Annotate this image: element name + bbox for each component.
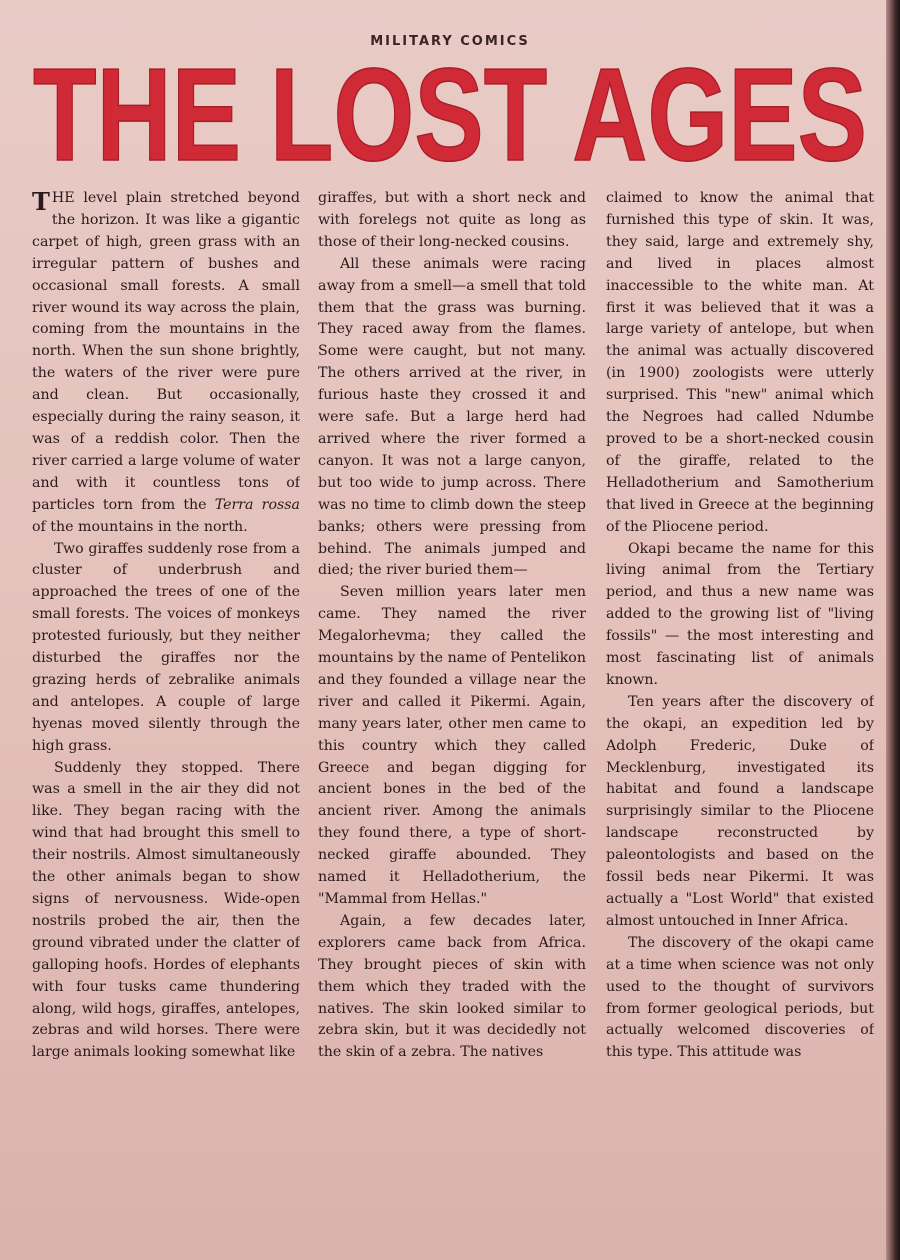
- masthead: MILITARY COMICS: [370, 34, 530, 49]
- page-title: [30, 40, 870, 180]
- article-column-2: [318, 188, 586, 1218]
- paragraph-4: All these animals were racing away from a smell—a smell that told them that the grass was burning. They raced away from the flames. Some were caught, but not many. The others arrived at the river, in furious haste they crossed it and were safe. But a large herd had arrived where the river formed a canyon. It was not a large canyon, but too wide to jump across. There was no time to climb down the steep banks; others were pressing from behind. The animals jumped and died; the river buried them—: [318, 255, 586, 579]
- paragraph-7: Okapi became the name for this living animal from the Tertiary period, and thus a new name was added to the growing list of "living fossils" — the most interesting and most fascinating list of animals known.: [606, 540, 874, 688]
- paragraph-continued: giraffes, but with a short neck and with forelegs not quite as long as those of their long-necked cousins.: [318, 190, 586, 250]
- paragraph-9: The discovery of the okapi came at a time when science was not only used to the thought of survivors from former geological periods, but actually welcomed discoveries of this type. This attitude was: [606, 934, 874, 1061]
- paragraph-2: Two giraffes suddenly rose from a cluster of underbrush and approached the trees of one of the small forests. The voices of monkeys protested furiously, but they neither disturbed the giraffes nor the grazing herds of zebralike animals and antelopes. A couple of large hyenas moved silently through the high grass.: [32, 540, 300, 754]
- paragraph-5: Seven million years later men came. They named the river Megalorhevma; they called the mountains by the name of Pentelikon and they founded a village near the river and called it Pikermi. Again, many years later, other men came to this country which they called Greece and began digging for ancient bones in the bed of the ancient river. Among the animals they found there, a type of short-necked giraffe abounded. They named it Helladotherium, the "Mammal from Hellas.": [318, 584, 586, 907]
- page-edge-shadow: [886, 0, 900, 1260]
- italic-term: Terra rossa: [214, 496, 300, 513]
- paragraph-6: Again, a few decades later, explorers came back from Africa. They brought pieces of skin with them which they traded with the natives. The skin looked similar to zebra skin, but it was decidedly not the skin of a zebra. The natives: [318, 912, 586, 1061]
- article-column-1: [32, 188, 300, 1218]
- paragraph-text: of the mountains in the north.: [32, 518, 248, 535]
- paragraph-text: HE level plain stretched beyond the horizon. It was like a gigantic carpet of high, green grass with an irregular pattern of bushes and occasional small forests. A small river wound its way across the plain, coming from the mountains in the north. When the sun shone brightly, the waters of the river were pure and clean. But occasionally, especially during the rainy season, it was of a reddish color. Then the river carried a large volume of water and with it countless tons of particles torn from the: [32, 190, 300, 513]
- drop-cap: T: [32, 188, 50, 216]
- article-column-3: [606, 188, 874, 1218]
- paragraph-continued: claimed to know the animal that furnished this type of skin. It was, they said, large and extremely shy, and lived in places almost inaccessible to the white man. At first it was believed that it was a large variety of antelope, but when the animal was actually discovered (in 1900) zoologists were utterly surprised. This "new" animal which the Negroes had called Ndumbe proved to be a short-necked cousin of the giraffe, related to the Helladotherium and Samotherium that lived in Greece at the beginning of the Pliocene period.: [606, 190, 874, 535]
- paragraph-3: Suddenly they stopped. There was a smell in the air they did not like. They began racing with the wind that had brought this smell to their nostrils. Almost simultaneously the other animals began to show signs of nervousness. Wide-open nostrils probed the air, then the ground vibrated under the clatter of galloping hoofs. Hordes of elephants with four tusks came thundering along, wild hogs, giraffes, antelopes, zebras and wild horses. There were large animals looking somewhat like: [32, 759, 300, 1061]
- title-graphic: [30, 40, 870, 180]
- paragraph-8: Ten years after the discovery of the okapi, an expedition led by Adolph Frederic, Duke of Mecklenburg, investigated its habitat and found a landscape surprisingly similar to the Pliocene landscape reconstructed by paleontologists and based on the fossil beds near Pikermi. It was actually a "Lost World" that existed almost untouched in Inner Africa.: [606, 693, 874, 929]
- title-text: THE LOST AGES: [33, 41, 867, 180]
- paragraph-1: [32, 188, 300, 539]
